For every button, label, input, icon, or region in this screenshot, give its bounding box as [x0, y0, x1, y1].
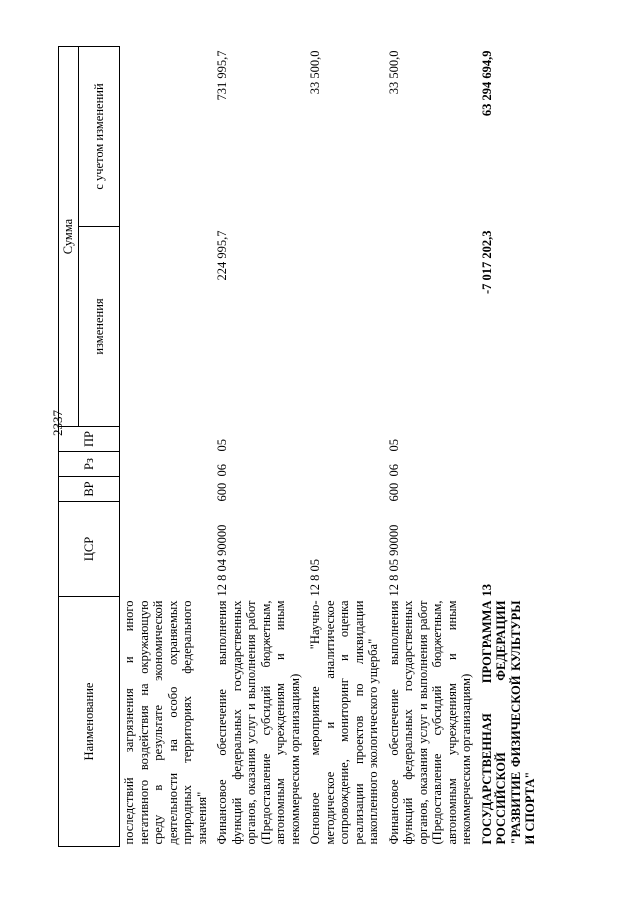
header-rz: Рз [59, 452, 120, 477]
row-changes [306, 227, 385, 427]
header-with-changes: с учетом изменений [79, 47, 120, 227]
row-vr [306, 477, 385, 502]
row-changes: -7 017 202,3 [479, 230, 494, 295]
header-sum: Сумма [59, 47, 79, 427]
header-pr: ПР [59, 427, 120, 452]
row-changes: 224 995,7 [215, 230, 229, 281]
table-row [213, 47, 306, 847]
row-csr [120, 502, 214, 597]
header-vr: ВР [59, 477, 120, 502]
row-pr: 05 [386, 439, 401, 452]
row-rz: 06 [215, 464, 229, 477]
page-number: 2337 [50, 410, 65, 436]
header-csr: ЦСР [59, 502, 120, 597]
budget-table-page [58, 47, 618, 847]
row-with-changes: 33 500,0 [386, 50, 401, 95]
row-with-changes: 63 294 694,9 [479, 50, 494, 117]
row-csr: 12 8 05 [308, 559, 322, 597]
row-name: последствий загрязнения и иного негативного воздействия на окружающую среду в результате экономической деятельности на особо охраняемых природных территориях федерального значения" [122, 600, 209, 845]
row-pr [120, 427, 214, 452]
budget-table [58, 46, 542, 847]
row-with-changes [120, 47, 214, 227]
row-rz [306, 452, 385, 477]
row-changes [385, 227, 478, 427]
row-csr: 12 8 05 90000 [386, 524, 401, 597]
row-pr: 05 [215, 439, 229, 452]
row-name: Финансовое обеспечение выполнения функций федеральных государственных органов, оказания услуг и выполнения работ (Предоставление субсидий бюджетным, автономным учреждениям и иным некоммерческим организациям) [215, 600, 302, 845]
row-pr [306, 427, 385, 452]
row-changes [120, 227, 214, 427]
row-vr [478, 477, 542, 502]
row-pr [478, 427, 542, 452]
row-vr: 600 [386, 482, 401, 502]
header-name: Наименование [59, 597, 120, 847]
row-csr: 13 [479, 584, 494, 597]
row-rz [120, 452, 214, 477]
header-changes: изменения [79, 227, 120, 427]
row-vr: 600 [215, 482, 229, 502]
row-rz [478, 452, 542, 477]
row-csr: 12 8 04 90000 [215, 524, 229, 597]
table-row [120, 47, 214, 847]
table-row-total [478, 47, 542, 847]
row-vr [120, 477, 214, 502]
row-name: Финансовое обеспечение выполнения функций федеральных государственных органов, оказания услуг и выполнения работ (Предоставление субсидий бюджетным, автономным учреждениям и иным некоммерческим организациям) [386, 600, 473, 845]
table-row [385, 47, 478, 847]
table-row [306, 47, 385, 847]
row-with-changes: 33 500,0 [308, 50, 322, 95]
row-rz: 06 [386, 464, 401, 477]
row-with-changes: 731 995,7 [215, 50, 229, 101]
row-name: ГОСУДАРСТВЕННАЯ ПРОГРАММА РОССИЙСКОЙ ФЕДЕРАЦИИ "РАЗВИТИЕ ФИЗИЧЕСКОЙ КУЛЬТУРЫ И СПОРТА" [479, 600, 537, 845]
row-name: Основное мероприятие "Научно-методическое и аналитическое сопровождение, мониторинг и оценка реализации проектов по ликвидации накопленного экологического ущерба" [308, 600, 380, 845]
